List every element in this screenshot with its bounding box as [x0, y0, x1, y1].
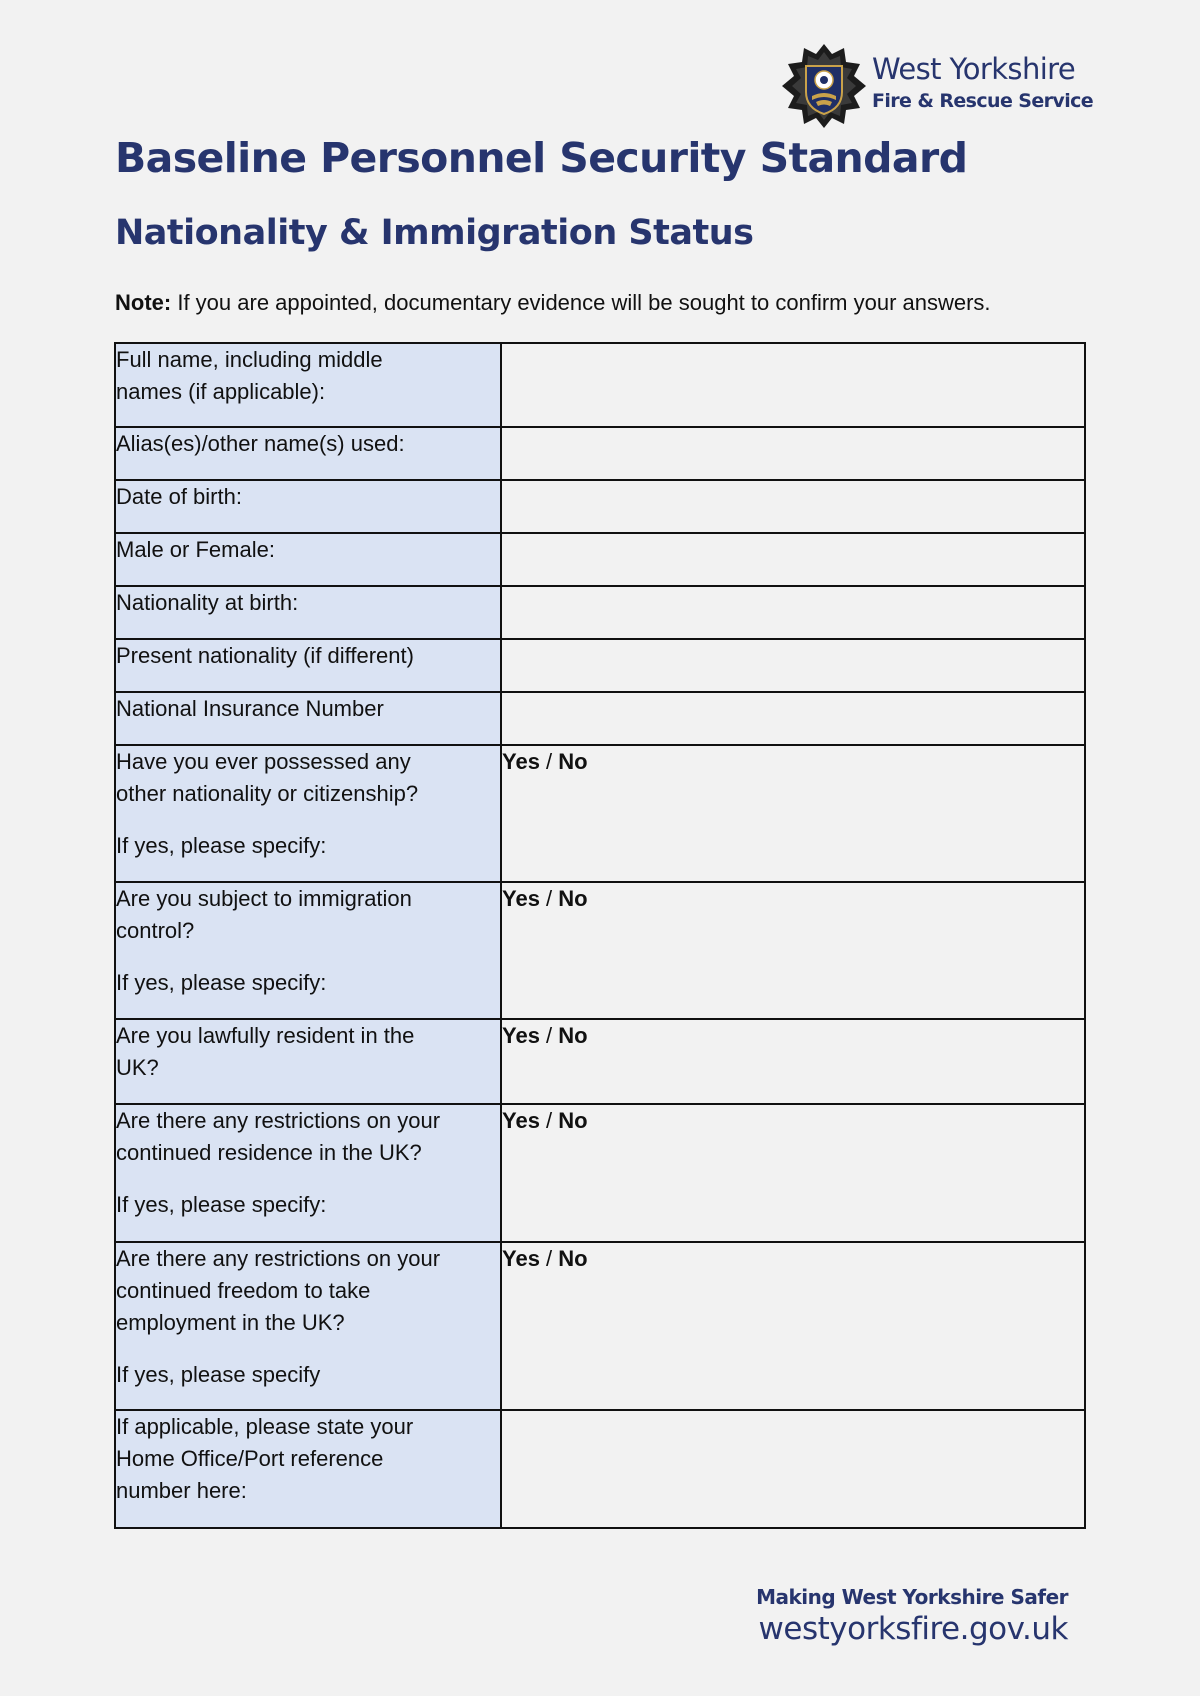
- question-label: Are there any restrictions on your: [116, 1108, 441, 1133]
- question-label: continued residence in the UK?: [116, 1140, 422, 1165]
- form-row-nationality-at-birth: [115, 586, 1085, 639]
- no-option[interactable]: No: [558, 1108, 588, 1133]
- question-label: other nationality or citizenship?: [116, 781, 419, 806]
- specify-prompt: If yes, please specify: [116, 1362, 321, 1387]
- question-label: National Insurance Number: [116, 696, 384, 721]
- form-row-residence-restrictions: [115, 1104, 1085, 1242]
- yes-no-choice[interactable]: [502, 886, 588, 911]
- question-label: Are you lawfully resident in the: [116, 1023, 415, 1048]
- form-row-ni-number: [115, 692, 1085, 745]
- sex-field[interactable]: [501, 533, 1085, 586]
- present-nationality-field[interactable]: [501, 639, 1085, 692]
- form-row-sex: [115, 533, 1085, 586]
- question-cell: [115, 692, 501, 745]
- personnel-form-table: [114, 342, 1086, 1529]
- ni-number-field[interactable]: [501, 692, 1085, 745]
- specify-prompt: If yes, please specify:: [116, 1192, 327, 1217]
- no-option[interactable]: No: [558, 1246, 588, 1271]
- no-option[interactable]: No: [558, 1023, 588, 1048]
- question-label: Male or Female:: [116, 537, 275, 562]
- question-cell: [115, 1019, 501, 1104]
- other-nationality-answer-field[interactable]: [501, 745, 1085, 882]
- yes-no-choice[interactable]: [502, 749, 588, 774]
- fire-service-crest-icon: [780, 42, 868, 130]
- employment-restrictions-answer-field[interactable]: [501, 1242, 1085, 1410]
- question-cell: [115, 533, 501, 586]
- question-label: Home Office/Port reference: [116, 1446, 384, 1471]
- question-label: number here:: [116, 1478, 247, 1503]
- note-label: Note:: [115, 290, 172, 315]
- yes-option[interactable]: Yes: [502, 1246, 540, 1271]
- question-cell: [115, 639, 501, 692]
- yes-option[interactable]: Yes: [502, 886, 540, 911]
- note: [115, 290, 991, 316]
- question-label: Nationality at birth:: [116, 590, 299, 615]
- question-label: continued freedom to take: [116, 1278, 371, 1303]
- brand-subname: Fire & Rescue Service: [872, 90, 1094, 112]
- lawfully-resident-answer-field[interactable]: [501, 1019, 1085, 1104]
- yes-no-separator: /: [539, 1246, 559, 1271]
- form-row-present-nationality: [115, 639, 1085, 692]
- question-cell: [115, 1410, 501, 1528]
- note-text: If you are appointed, documentary evidence will be sought to confirm your answers.: [171, 290, 991, 315]
- form-row-date-of-birth: [115, 480, 1085, 533]
- question-label: employment in the UK?: [116, 1310, 345, 1335]
- footer-tagline: Making West Yorkshire Safer: [756, 1585, 1068, 1609]
- specify-prompt: If yes, please specify:: [116, 970, 327, 995]
- question-label: Are you subject to immigration: [116, 886, 412, 911]
- form-row-aliases: [115, 427, 1085, 480]
- form-row-full-name: [115, 343, 1085, 427]
- form-row-immigration-control: [115, 882, 1085, 1019]
- yes-no-separator: /: [539, 1023, 559, 1048]
- nationality-at-birth-field[interactable]: [501, 586, 1085, 639]
- yes-no-choice[interactable]: [502, 1108, 588, 1133]
- question-label: Full name, including middle: [116, 347, 383, 372]
- question-cell: [115, 882, 501, 1019]
- question-label: If applicable, please state your: [116, 1414, 414, 1439]
- form-row-home-office-reference: [115, 1410, 1085, 1528]
- yes-option[interactable]: Yes: [502, 1023, 540, 1048]
- no-option[interactable]: No: [558, 886, 588, 911]
- form-row-employment-restrictions: [115, 1242, 1085, 1410]
- immigration-control-answer-field[interactable]: [501, 882, 1085, 1019]
- question-cell: [115, 586, 501, 639]
- yes-no-separator: /: [539, 886, 559, 911]
- form-row-other-nationality: [115, 745, 1085, 882]
- question-cell: [115, 1242, 501, 1410]
- aliases-field[interactable]: [501, 427, 1085, 480]
- question-label: names (if applicable):: [116, 379, 326, 404]
- specify-prompt: If yes, please specify:: [116, 833, 327, 858]
- question-label: Are there any restrictions on your: [116, 1246, 441, 1271]
- footer-website: westyorksfire.gov.uk: [758, 1611, 1068, 1647]
- question-label: Alias(es)/other name(s) used:: [116, 431, 405, 456]
- yes-no-separator: /: [539, 749, 559, 774]
- no-option[interactable]: No: [558, 749, 588, 774]
- question-cell: [115, 343, 501, 427]
- question-cell: [115, 427, 501, 480]
- yes-option[interactable]: Yes: [502, 1108, 540, 1133]
- section-heading: Nationality & Immigration Status: [115, 213, 754, 253]
- yes-no-separator: /: [539, 1108, 559, 1133]
- question-cell: [115, 745, 501, 882]
- yes-no-choice[interactable]: [502, 1023, 588, 1048]
- wyfrs-logo: [780, 42, 1094, 132]
- form-row-lawfully-resident: [115, 1019, 1085, 1104]
- date-of-birth-field[interactable]: [501, 480, 1085, 533]
- yes-option[interactable]: Yes: [502, 749, 540, 774]
- residence-restrictions-answer-field[interactable]: [501, 1104, 1085, 1242]
- question-label: Have you ever possessed any: [116, 749, 411, 774]
- brand-name: West Yorkshire: [872, 52, 1076, 86]
- home-office-reference-field[interactable]: [501, 1410, 1085, 1528]
- document-title: Baseline Personnel Security Standard: [115, 134, 968, 182]
- question-label: Present nationality (if different): [116, 643, 414, 668]
- question-label: UK?: [116, 1055, 159, 1080]
- yes-no-choice[interactable]: [502, 1246, 588, 1271]
- question-cell: [115, 1104, 501, 1242]
- question-label: Date of birth:: [116, 484, 242, 509]
- full-name-field[interactable]: [501, 343, 1085, 427]
- question-cell: [115, 480, 501, 533]
- question-label: control?: [116, 918, 195, 943]
